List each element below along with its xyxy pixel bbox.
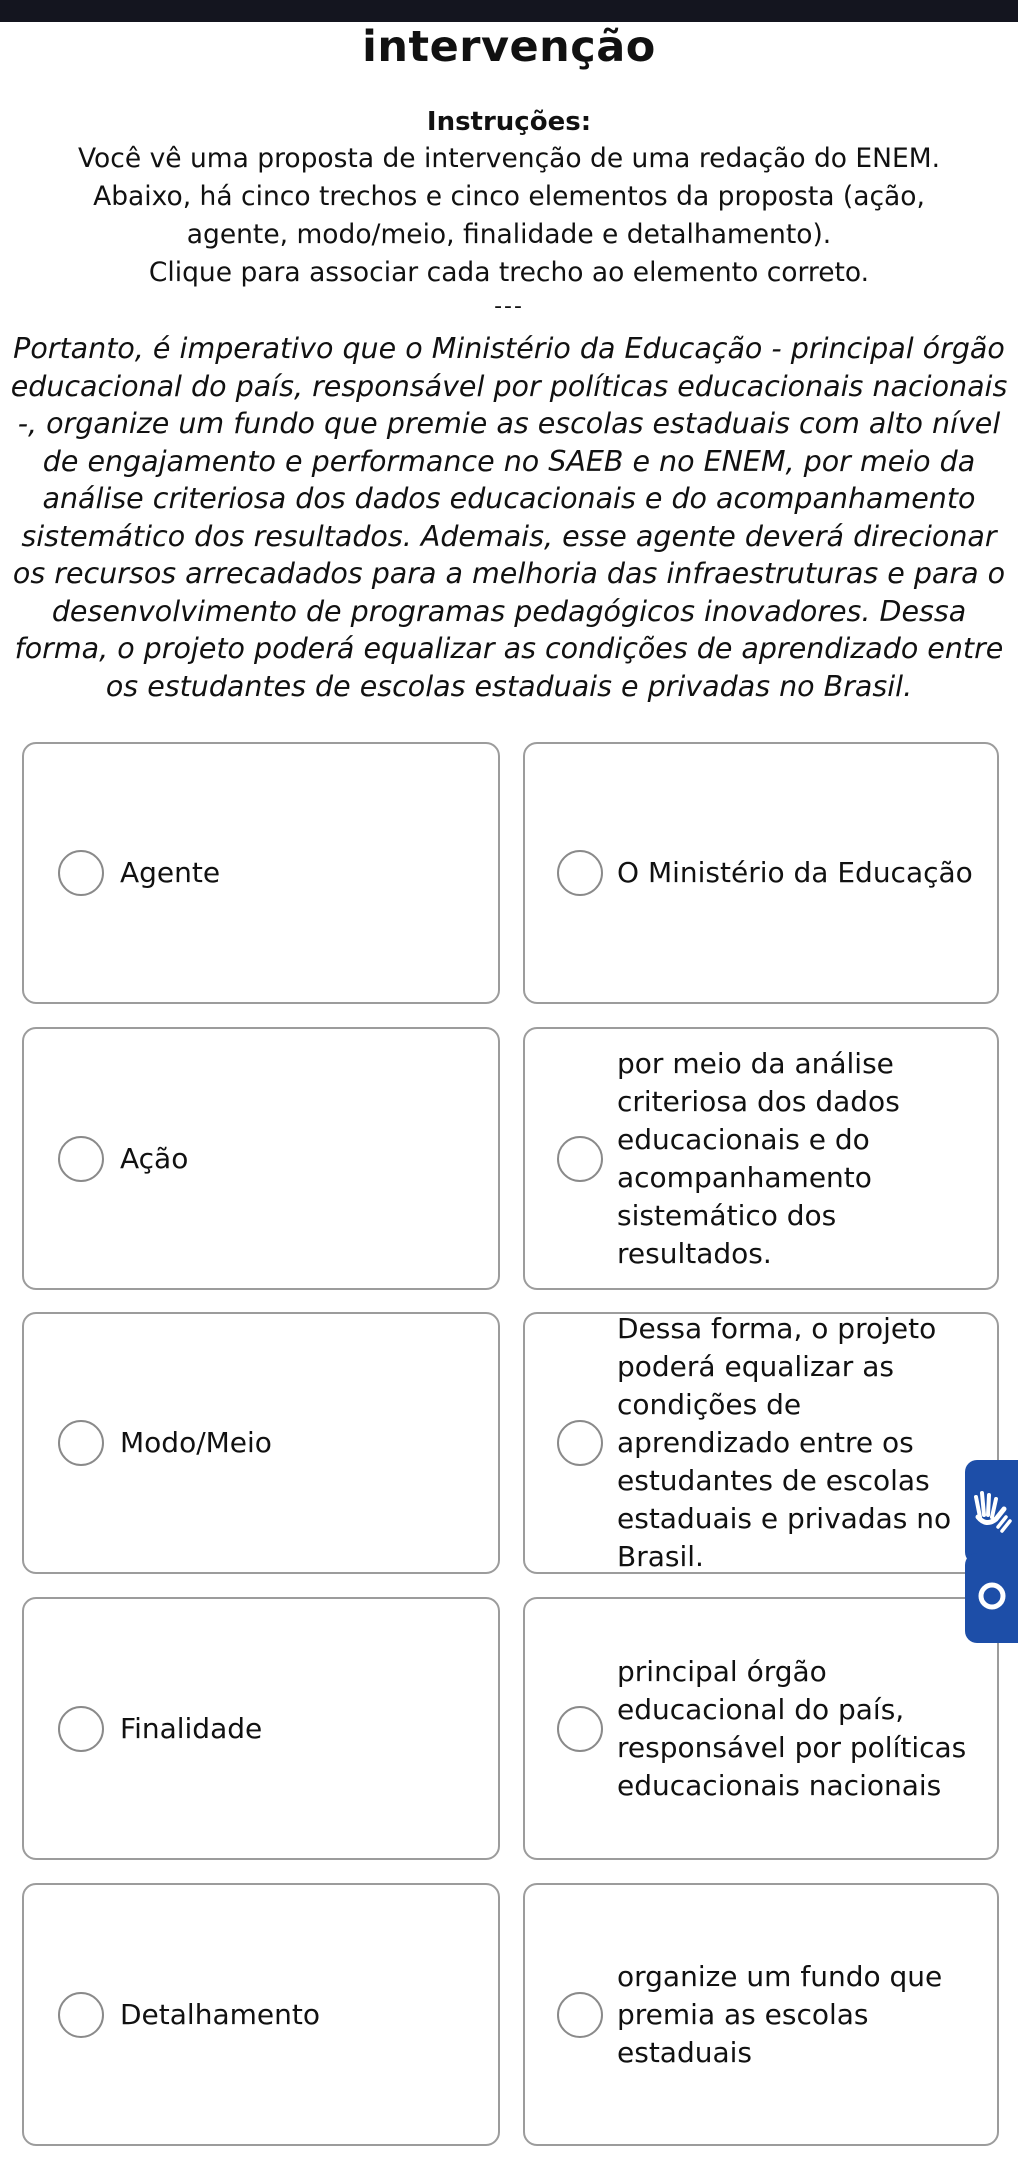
element-card-modo-meio[interactable] bbox=[22, 1312, 500, 1574]
instructions-line: Você vê uma proposta de intervenção de uma redação do ENEM. bbox=[77, 143, 941, 174]
essay-line: os recursos arrecadados para a melhoria das infraestruturas e para o bbox=[12, 557, 1006, 590]
instructions-line: Clique para associar cada trecho ao elemento correto. bbox=[148, 257, 870, 288]
radio-button[interactable] bbox=[557, 1992, 603, 2038]
element-label: Detalhamento bbox=[120, 1997, 320, 2031]
essay-line: educacional do país, responsável por políticas educacionais nacionais bbox=[10, 369, 1008, 403]
excerpt-card-2[interactable] bbox=[523, 1027, 999, 1290]
excerpt-text: O Ministério da Educação bbox=[617, 856, 973, 889]
element-label: Ação bbox=[120, 1141, 189, 1175]
essay-line: análise criteriosa dos dados educacionais e do acompanhamento bbox=[42, 482, 976, 515]
element-label: Agente bbox=[120, 856, 221, 889]
eye-icon bbox=[976, 1580, 1008, 1616]
radio-button[interactable] bbox=[557, 1420, 603, 1466]
essay-line: de engajamento e performance no SAEB e no ENEM, por meio da bbox=[42, 444, 976, 478]
radio-button[interactable] bbox=[58, 1420, 104, 1466]
element-label: Finalidade bbox=[120, 1711, 263, 1745]
page-title: intervenção bbox=[362, 22, 656, 72]
element-card-agente[interactable] bbox=[22, 742, 500, 1004]
radio-button[interactable] bbox=[557, 1706, 603, 1752]
radio-button[interactable] bbox=[58, 1706, 104, 1752]
excerpt-text: Dessa forma, o projeto poderá equalizar as condições de aprendizado entre os estudantes de escolas estaduais e privadas no Brasil. bbox=[617, 1312, 952, 1573]
radio-button[interactable] bbox=[58, 1136, 104, 1182]
essay-line: Portanto, é imperativo que o Ministério da Educação - principal órgão bbox=[13, 332, 1005, 365]
radio-button[interactable] bbox=[557, 1136, 603, 1182]
sign-language-button[interactable] bbox=[965, 1460, 1018, 1564]
element-card-acao[interactable] bbox=[22, 1027, 500, 1290]
intervention-proposal-text bbox=[6, 330, 1012, 705]
element-label: Modo/Meio bbox=[120, 1426, 272, 1459]
instructions-line: Abaixo, há cinco trechos e cinco elementos da proposta (ação, bbox=[93, 181, 925, 212]
instructions-line: agente, modo/meio, finalidade e detalhamento). bbox=[186, 219, 832, 250]
excerpt-card-3[interactable] bbox=[523, 1312, 999, 1574]
instructions-text bbox=[30, 140, 988, 322]
excerpt-card-5[interactable] bbox=[523, 1883, 999, 2146]
element-card-detalhamento[interactable] bbox=[22, 1883, 500, 2146]
instructions-separator: --- bbox=[494, 294, 524, 319]
essay-line: -, organize um fundo que premie as escolas estaduais com alto nível bbox=[17, 407, 1001, 440]
instructions-heading: Instruções: bbox=[426, 107, 592, 137]
excerpt-card-4[interactable] bbox=[523, 1597, 999, 1860]
radio-button[interactable] bbox=[58, 1992, 104, 2038]
element-card-finalidade[interactable] bbox=[22, 1597, 500, 1860]
excerpt-text: principal órgão educacional do país, responsável por políticas educacionais nacionais bbox=[617, 1654, 967, 1802]
excerpt-text: por meio da análise criteriosa dos dados educacionais e do acompanhamento sistemático dos resultados. bbox=[617, 1046, 900, 1270]
visual-accessibility-button[interactable] bbox=[965, 1553, 1018, 1643]
excerpt-text: organize um fundo que premia as escolas estaduais bbox=[617, 1959, 943, 2069]
radio-button[interactable] bbox=[557, 850, 603, 896]
radio-button[interactable] bbox=[58, 850, 104, 896]
essay-line: forma, o projeto poderá equalizar as condições de aprendizado entre bbox=[14, 632, 1004, 665]
essay-line: sistemático dos resultados. Ademais, esse agente deverá direcionar bbox=[21, 519, 997, 553]
essay-line: desenvolvimento de programas pedagógicos inovadores. Dessa bbox=[51, 594, 967, 628]
excerpt-card-1[interactable] bbox=[523, 742, 999, 1004]
sign-language-hands-icon bbox=[972, 1487, 1012, 1537]
essay-line: os estudantes de escolas estaduais e privadas no Brasil. bbox=[105, 669, 913, 703]
